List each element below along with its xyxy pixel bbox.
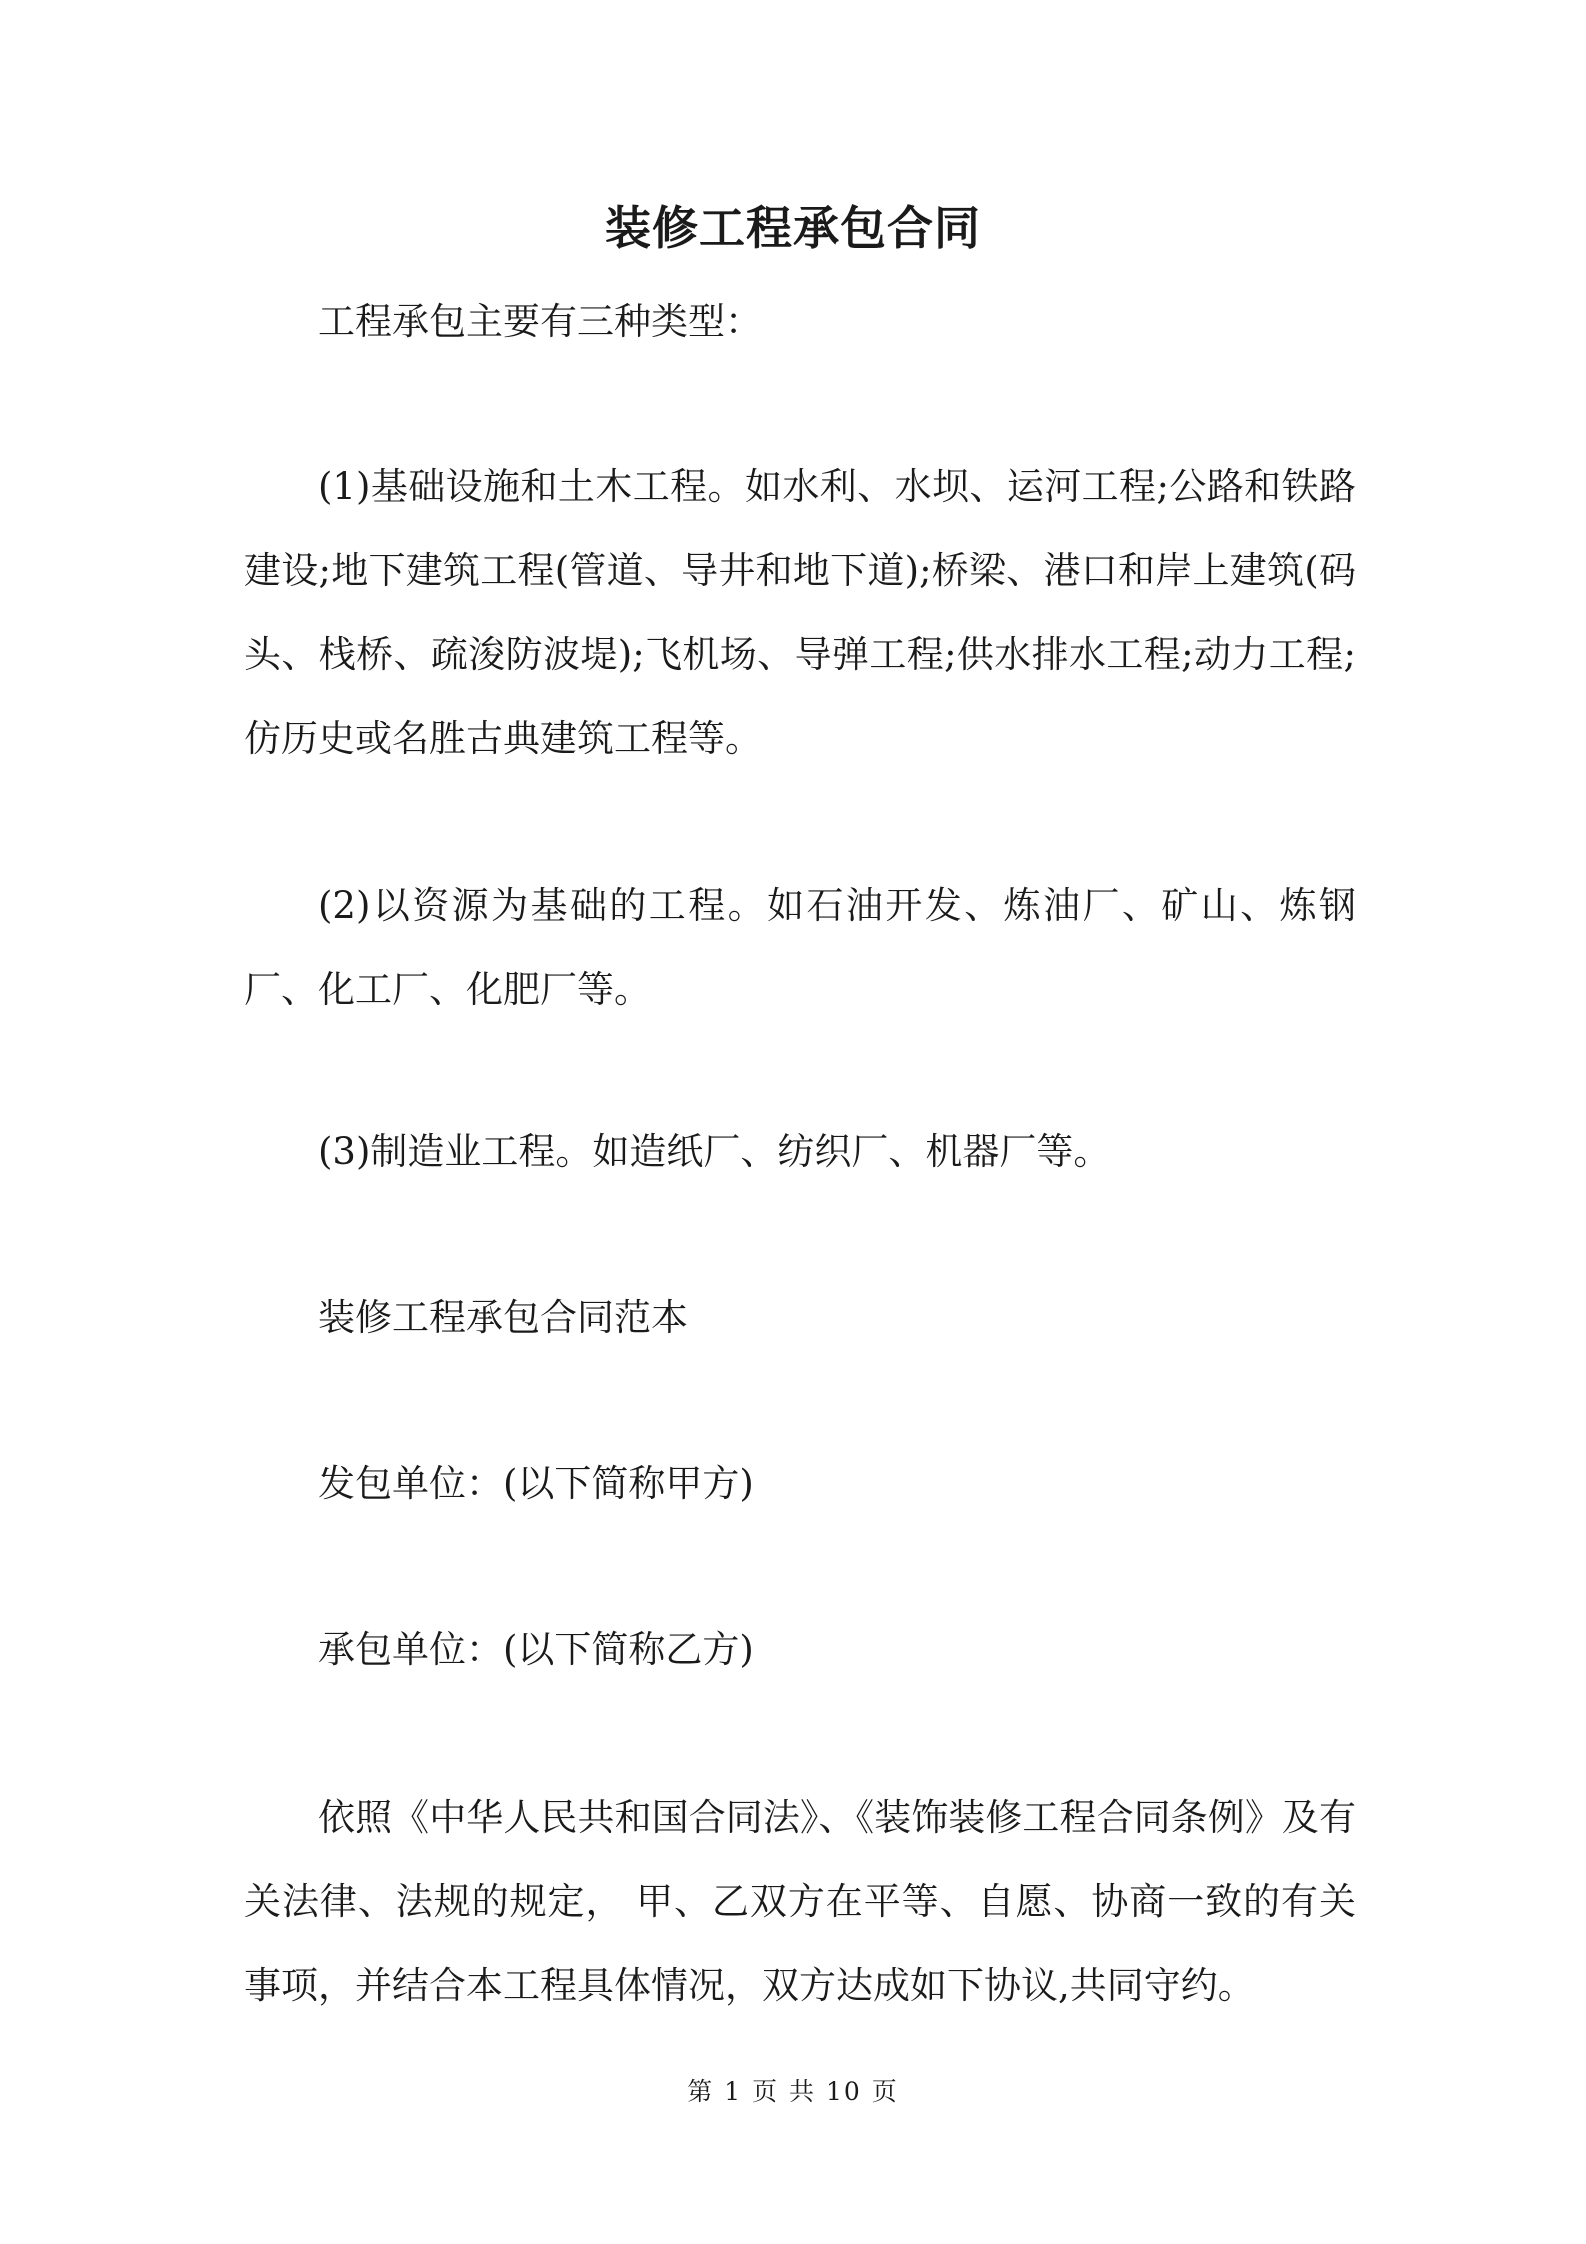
paragraph-type-2: (2)以资源为基础的工程。如石油开发、炼油厂、矿山、炼钢厂、化工厂、化肥厂等。: [244, 884, 1356, 1011]
document-title: 装修工程承包合同: [605, 201, 981, 255]
paragraph-contract-template-heading: 装修工程承包合同范本: [318, 1296, 688, 1339]
paragraph-intro: 工程承包主要有三种类型：: [318, 300, 762, 343]
paragraph-party-a: 发包单位：(以下简称甲方): [318, 1462, 754, 1505]
page-number-footer: 第 1 页 共 10 页: [687, 2077, 899, 2106]
paragraph-legal-basis: 依照《中华人民共和国合同法》、《装饰装修工程合同条例》及有关法律、法规的规定， 甲、乙双方在平等、自愿、协商一致的有关事项，并结合本工程具体情况，双方达成如下协议,共同守约。: [244, 1796, 1356, 2007]
paragraph-party-b: 承包单位：(以下简称乙方): [318, 1628, 754, 1671]
paragraph-type-1: (1)基础设施和土木工程。如水利、水坝、运河工程;公路和铁路建设;地下建筑工程(管道、导井和地下道);桥梁、港口和岸上建筑(码头、栈桥、疏浚防波堤);飞机场、导弹工程;供水排水工程;动力工程;仿历史或名胜古典建筑工程等。: [244, 465, 1356, 760]
paragraph-type-3: (3)制造业工程。如造纸厂、纺织厂、机器厂等。: [318, 1130, 1111, 1173]
